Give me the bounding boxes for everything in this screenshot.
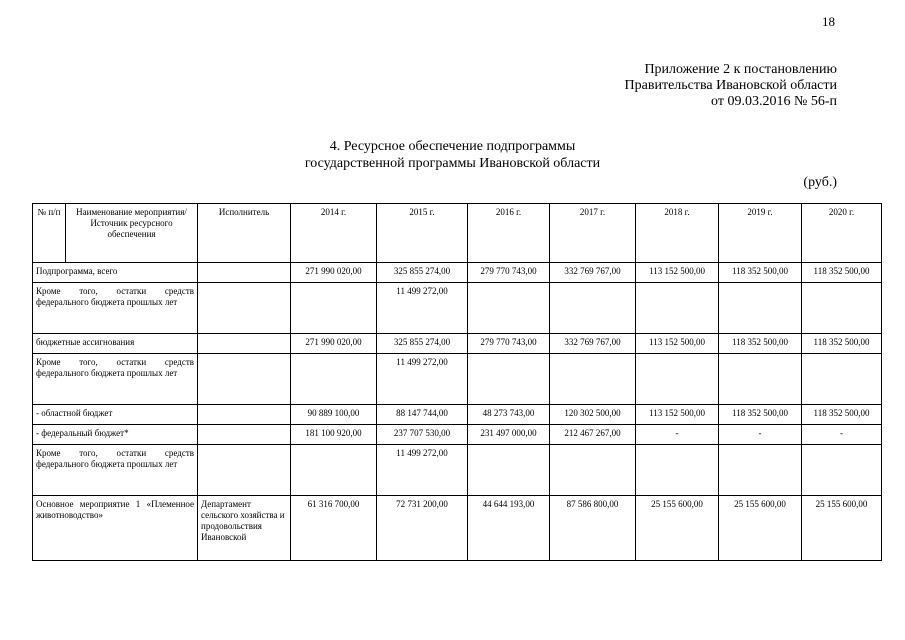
value-cell: 25 155 600,00	[802, 496, 882, 561]
header-executor: Исполнитель	[198, 204, 291, 263]
header-year: 2016 г.	[468, 204, 550, 263]
value-cell: 181 100 920,00	[291, 425, 377, 445]
table-row	[33, 263, 882, 283]
value-cell: 118 352 500,00	[802, 334, 882, 354]
value-cell: 279 770 743,00	[468, 334, 550, 354]
value-cell	[291, 283, 377, 334]
name-cell: Кроме того, остатки средств федерального бюджета прошлых лет	[33, 283, 198, 334]
value-cell: 212 467 267,00	[550, 425, 636, 445]
value-cell	[550, 283, 636, 334]
table-header-row	[33, 204, 882, 263]
value-cell: 90 889 100,00	[291, 405, 377, 425]
value-cell	[291, 354, 377, 405]
value-cell: 25 155 600,00	[636, 496, 719, 561]
value-cell	[636, 283, 719, 334]
value-cell: 325 855 274,00	[377, 263, 468, 283]
value-cell: 48 273 743,00	[468, 405, 550, 425]
value-cell: 88 147 744,00	[377, 405, 468, 425]
value-cell: 325 855 274,00	[377, 334, 468, 354]
value-cell: 271 990 020,00	[291, 263, 377, 283]
executor-cell	[198, 354, 291, 405]
value-cell: 332 769 767,00	[550, 263, 636, 283]
header-year: 2020 г.	[802, 204, 882, 263]
page-number: 18	[822, 14, 835, 29]
header-num: № п/п	[33, 204, 66, 263]
header-year: 2018 г.	[636, 204, 719, 263]
value-cell: 271 990 020,00	[291, 334, 377, 354]
header-year: 2014 г.	[291, 204, 377, 263]
appendix-line-2: Правительства Ивановской области	[624, 78, 837, 93]
value-cell: 118 352 500,00	[802, 263, 882, 283]
value-cell: 118 352 500,00	[719, 334, 802, 354]
name-cell: - областной бюджет	[33, 405, 198, 425]
executor-cell	[198, 263, 291, 283]
executor-cell	[198, 334, 291, 354]
value-cell: 61 316 700,00	[291, 496, 377, 561]
section-title-line-1: 4. Ресурсное обеспечение подпрограммы	[329, 139, 576, 154]
executor-cell: Департамент сельского хозяйства и продовольствия Ивановской	[198, 496, 291, 561]
table-row	[33, 425, 882, 445]
value-cell: 113 152 500,00	[636, 405, 719, 425]
appendix-line-1: Приложение 2 к постановлению	[644, 62, 837, 77]
value-cell: -	[719, 425, 802, 445]
value-cell: 237 707 530,00	[377, 425, 468, 445]
executor-cell	[198, 405, 291, 425]
resource-table	[32, 203, 882, 561]
value-cell	[719, 445, 802, 496]
executor-cell	[198, 283, 291, 334]
value-cell: 332 769 767,00	[550, 334, 636, 354]
value-cell: -	[802, 425, 882, 445]
name-cell: - федеральный бюджет*	[33, 425, 198, 445]
section-title	[0, 138, 905, 172]
table-row	[33, 283, 882, 334]
name-cell: бюджетные ассигнования	[33, 334, 198, 354]
executor-cell	[198, 445, 291, 496]
value-cell	[719, 283, 802, 334]
value-cell: -	[636, 425, 719, 445]
header-year: 2017 г.	[550, 204, 636, 263]
appendix-line-3: от 09.03.2016 № 56-п	[711, 94, 837, 109]
value-cell: 113 152 500,00	[636, 334, 719, 354]
value-cell: 118 352 500,00	[802, 405, 882, 425]
value-cell	[468, 283, 550, 334]
value-cell	[291, 445, 377, 496]
table-row	[33, 445, 882, 496]
value-cell	[468, 445, 550, 496]
table-row	[33, 354, 882, 405]
value-cell	[802, 354, 882, 405]
table-row	[33, 334, 882, 354]
value-cell	[802, 445, 882, 496]
value-cell: 87 586 800,00	[550, 496, 636, 561]
value-cell: 72 731 200,00	[377, 496, 468, 561]
value-cell: 113 152 500,00	[636, 263, 719, 283]
section-title-line-2: государственной программы Ивановской области	[304, 156, 601, 171]
name-cell: Кроме того, остатки средств федерального бюджета прошлых лет	[33, 445, 198, 496]
table-row	[33, 405, 882, 425]
value-cell	[802, 283, 882, 334]
name-cell: Подпрограмма, всего	[33, 263, 198, 283]
table-row	[33, 496, 882, 561]
value-cell: 11 499 272,00	[377, 283, 468, 334]
value-cell	[636, 445, 719, 496]
value-cell: 118 352 500,00	[719, 263, 802, 283]
header-year: 2015 г.	[377, 204, 468, 263]
value-cell: 279 770 743,00	[468, 263, 550, 283]
value-cell	[550, 354, 636, 405]
value-cell	[636, 354, 719, 405]
currency-unit: (руб.)	[803, 175, 837, 190]
value-cell: 25 155 600,00	[719, 496, 802, 561]
value-cell: 231 497 000,00	[468, 425, 550, 445]
value-cell: 118 352 500,00	[719, 405, 802, 425]
header-year: 2019 г.	[719, 204, 802, 263]
value-cell: 44 644 193,00	[468, 496, 550, 561]
value-cell: 11 499 272,00	[377, 354, 468, 405]
executor-cell	[198, 425, 291, 445]
value-cell: 11 499 272,00	[377, 445, 468, 496]
appendix-reference	[625, 62, 837, 110]
value-cell: 120 302 500,00	[550, 405, 636, 425]
name-cell: Кроме того, остатки средств федерального бюджета прошлых лет	[33, 354, 198, 405]
value-cell	[550, 445, 636, 496]
value-cell	[468, 354, 550, 405]
header-name: Наименование мероприятия/ Источник ресурсного обеспечения	[66, 204, 198, 263]
value-cell	[719, 354, 802, 405]
name-cell: Основное мероприятие 1 «Племенное животноводство»	[33, 496, 198, 561]
